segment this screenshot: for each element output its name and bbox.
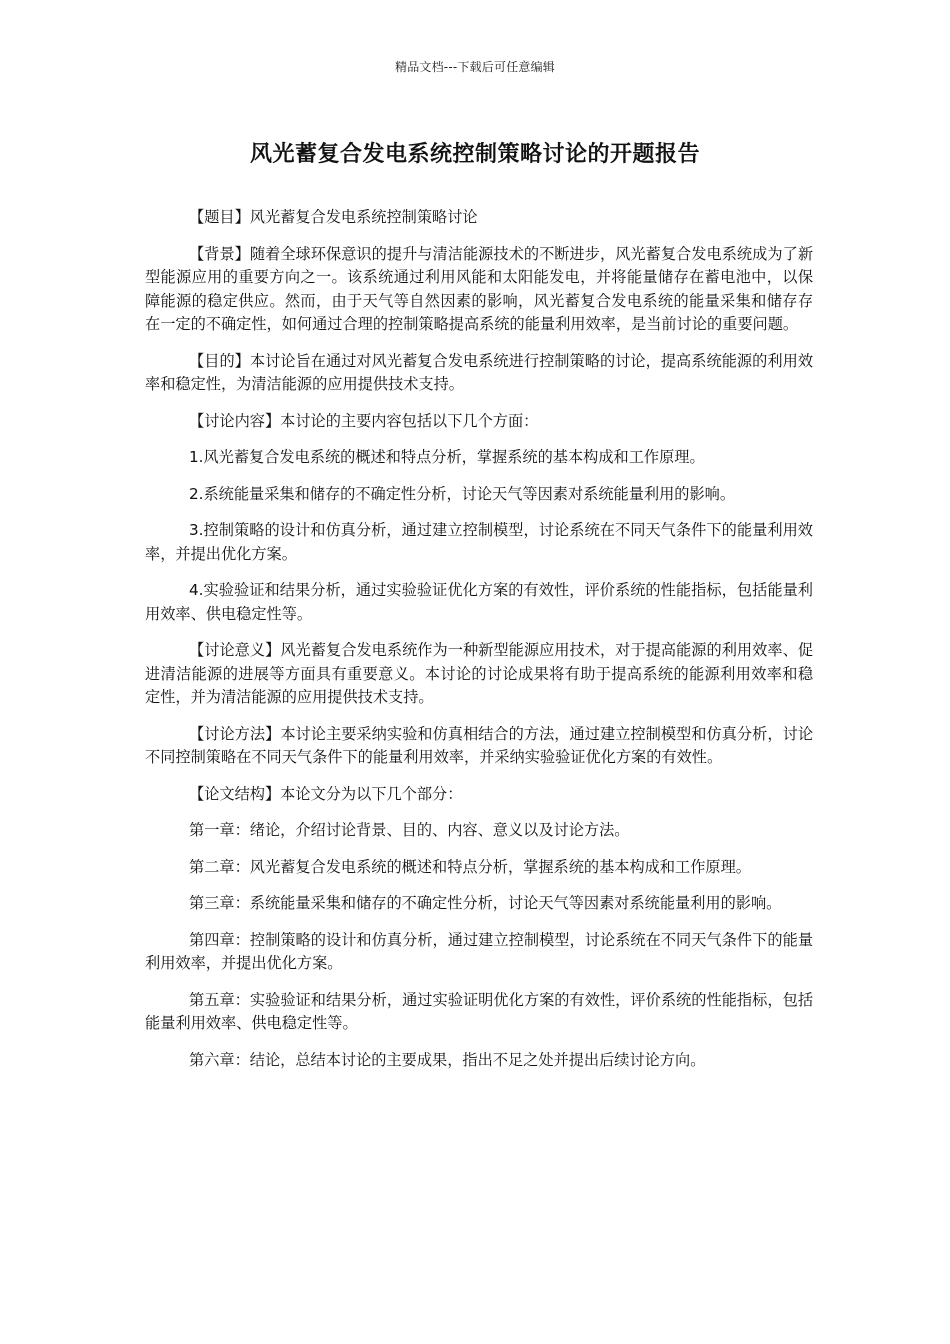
paragraph-chapter-3: 第三章：系统能量采集和储存的不确定性分析，讨论天气等因素对系统能量利用的影响。 [189,894,782,912]
paragraph-chapter-6: 第六章：结论，总结本讨论的主要成果，指出不足之处并提出后续讨论方向。 [189,1050,706,1069]
paragraph-purpose: 【目的】本讨论旨在通过对风光蓄复合发电系统进行控制策略的讨论，提高系统能源的利用效率和稳定性，为清洁能源的应用提供技术支持。 [145,351,813,393]
paragraph-chapter-2: 第二章：风光蓄复合发电系统的概述和特点分析，掌握系统的基本构成和工作原理。 [189,857,751,876]
paragraph-content-item-2: 2.系统能量采集和储存的不确定性分析，讨论天气等因素对系统能量利用的影响。 [189,484,736,503]
paragraph-chapter-4: 第四章：控制策略的设计和仿真分析，通过建立控制模型，讨论系统在不同天气条件下的能量利用效率，并提出优化方案。 [145,930,813,972]
paragraph-content-item-1: 1.风光蓄复合发电系统的概述和特点分析，掌握系统的基本构成和工作原理。 [189,448,705,466]
paragraph-content-item-4: 4.实验验证和结果分析，通过实验验证优化方案的有效性，评价系统的性能指标，包括能量利用效率、供电稳定性等。 [145,581,813,623]
paragraph-significance: 【讨论意义】风光蓄复合发电系统作为一种新型能源应用技术，对于提高能源的利用效率、促进清洁能源的进展等方面具有重要意义。本讨论的讨论成果将有助于提高系统的能源利用效率和稳定性，并为清洁能源的应用提供技术支持。 [145,641,813,706]
paragraph-chapter-5: 第五章：实验验证和结果分析，通过实验证明优化方案的有效性，评价系统的性能指标，包括能量利用效率、供电稳定性等。 [145,990,813,1032]
paragraph-topic: 【题目】风光蓄复合发电系统控制策略讨论 [189,208,478,226]
paragraph-content-heading: 【讨论内容】本讨论的主要内容包括以下几个方面： [189,411,539,430]
document-body [145,206,813,1085]
paragraph-background: 【背景】随着全球环保意识的提升与清洁能源技术的不断进步，风光蓄复合发电系统成为了新型能源应用的重要方向之一。该系统通过利用风能和太阳能发电，并将能量储存在蓄电池中，以保障能源的稳定供应。然而，由于天气等自然因素的影响，风光蓄复合发电系统的能量采集和储存存在一定的不确定性，如何通过合理的控制策略提高系统的能量利用效率，是当前讨论的重要问题。 [145,244,813,333]
paragraph-structure-heading: 【论文结构】本论文分为以下几个部分： [189,784,463,803]
paragraph-content-item-3: 3.控制策略的设计和仿真分析，通过建立控制模型，讨论系统在不同天气条件下的能量利用效率，并提出优化方案。 [145,521,813,563]
paragraph-chapter-1: 第一章：绪论，介绍讨论背景、目的、内容、意义以及讨论方法。 [189,821,630,839]
header-note: 精品文档---下载后可任意编辑 [395,60,555,74]
document-title: 风光蓄复合发电系统控制策略讨论的开题报告 [249,142,700,167]
paragraph-method: 【讨论方法】本讨论主要采纳实验和仿真相结合的方法，通过建立控制模型和仿真分析，讨论不同控制策略在不同天气条件下的能量利用效率，并采纳实验验证优化方案的有效性。 [145,724,813,766]
